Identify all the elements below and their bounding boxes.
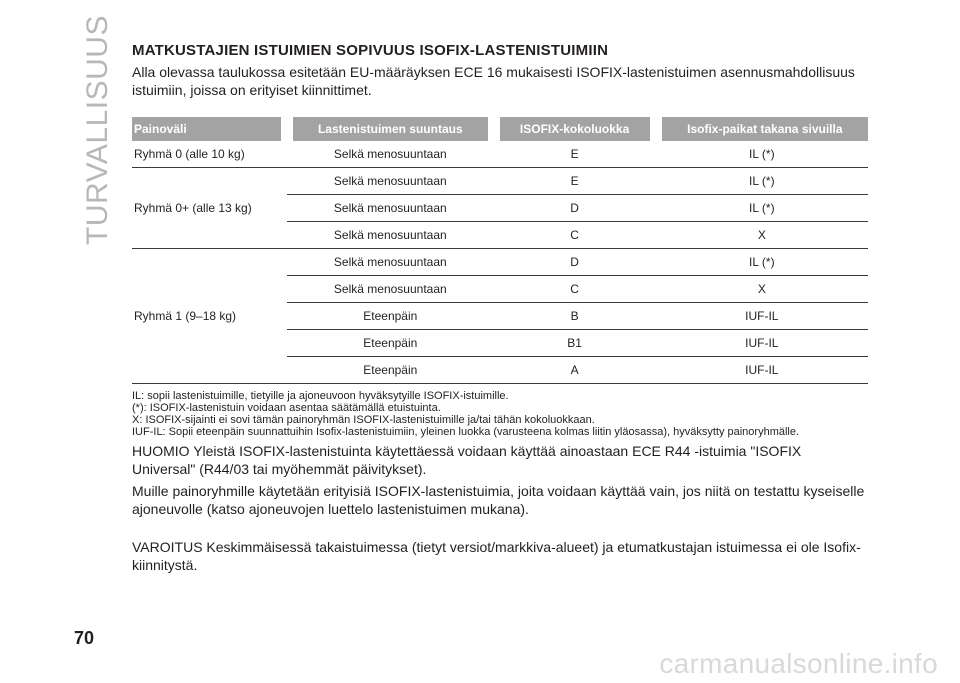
group-label: Ryhmä 1 (9–18 kg) [132,249,287,384]
isofix-table [132,117,868,384]
header-orientation: Lastenistuimen suuntaus [287,117,493,141]
table-header [132,117,868,141]
orientation-cell: Selkä menosuuntaan [287,249,493,276]
position-cell: X [656,276,868,303]
size-class-cell: D [494,195,656,222]
size-class-cell: C [494,276,656,303]
note-il: IL: sopii lastenistuimille, tietyille ja ajoneuvoon hyväksytyille ISOFIX-istuimille. [132,390,509,402]
note-asterisk: (*): ISOFIX-lastenistuin voidaan asentaa säätämällä etuistuinta. [132,402,441,414]
section-side-title [78,15,118,245]
table-row [132,168,868,195]
size-class-cell: A [494,357,656,384]
position-cell: IL (*) [656,168,868,195]
size-class-cell: B [494,303,656,330]
group-label: Ryhmä 0 (alle 10 kg) [132,141,287,168]
page-content [132,42,868,574]
section-side-title-text: TURVALLISUUS [81,15,114,245]
other-groups-paragraph: Muille painoryhmille käytetään erityisiä ISOFIX-lastenistuimia, joita voidaan käyttää vain, jos niitä on testattu kyseiselle ajoneuvolle (katso ajoneuvojen luettelo lastenistuimen mukana). [132,483,865,517]
position-cell: IL (*) [656,141,868,168]
header-size-class: ISOFIX-kokoluokka [494,117,656,141]
page-number: 70 [74,628,95,648]
position-cell: IUF-IL [656,357,868,384]
position-cell: X [656,222,868,249]
orientation-cell: Selkä menosuuntaan [287,276,493,303]
section-heading: MATKUSTAJIEN ISTUIMIEN SOPIVUUS ISOFIX-LASTENISTUIMIIN [132,42,609,59]
size-class-cell: D [494,249,656,276]
header-rear-side-positions: Isofix-paikat takana sivuilla [656,117,868,141]
header-weight-class: Painoväli [132,117,287,141]
size-class-cell: E [494,141,656,168]
group-label: Ryhmä 0+ (alle 13 kg) [132,168,287,249]
size-class-cell: B1 [494,330,656,357]
orientation-cell: Eteenpäin [287,330,493,357]
position-cell: IUF-IL [656,330,868,357]
position-cell: IUF-IL [656,303,868,330]
table-row [132,249,868,276]
size-class-cell: E [494,168,656,195]
note-x: X: ISOFIX-sijainti ei sovi tämän painoryhmän ISOFIX-lastenistuimille ja/tai tähän kokoluokkaan. [132,414,595,426]
size-class-cell: C [494,222,656,249]
orientation-cell: Selkä menosuuntaan [287,168,493,195]
orientation-cell: Selkä menosuuntaan [287,195,493,222]
table-notes [132,390,868,438]
table-row [132,141,868,168]
intro-paragraph: Alla olevassa taulukossa esitetään EU-määräyksen ECE 16 mukaisesti ISOFIX-lastenistuimen asennusmahdollisuus istuimiin, joissa on erityiset kiinnittimet. [132,64,855,98]
watermark-text: carmanualsonline.info [659,648,938,679]
position-cell: IL (*) [656,249,868,276]
table-header-row [132,117,868,141]
orientation-cell: Selkä menosuuntaan [287,222,493,249]
orientation-cell: Eteenpäin [287,357,493,384]
position-cell: IL (*) [656,195,868,222]
note-iuf-il: IUF-IL: Sopii eteenpäin suunnattuihin Isofix-lastenistuimiin, yleinen luokka (varusteena kolmas liitin yläosassa), hyväksytty painoryhmälle. [132,426,800,438]
table-body [132,141,868,384]
orientation-cell: Selkä menosuuntaan [287,141,493,168]
warning-paragraph: VAROITUS Keskimmäisessä takaistuimessa (tietyt versiot/markkiva-alueet) ja etumatkustajan istuimessa ei ole Isofix-kiinnitystä. [132,539,861,573]
orientation-cell: Eteenpäin [287,303,493,330]
notice-paragraph: HUOMIO Yleistä ISOFIX-lastenistuinta käytettäessä voidaan käyttää ainoastaan ECE R44 -istuimia "ISOFIX Universal" (R44/03 tai myöhemmät päivitykset). [132,443,802,477]
